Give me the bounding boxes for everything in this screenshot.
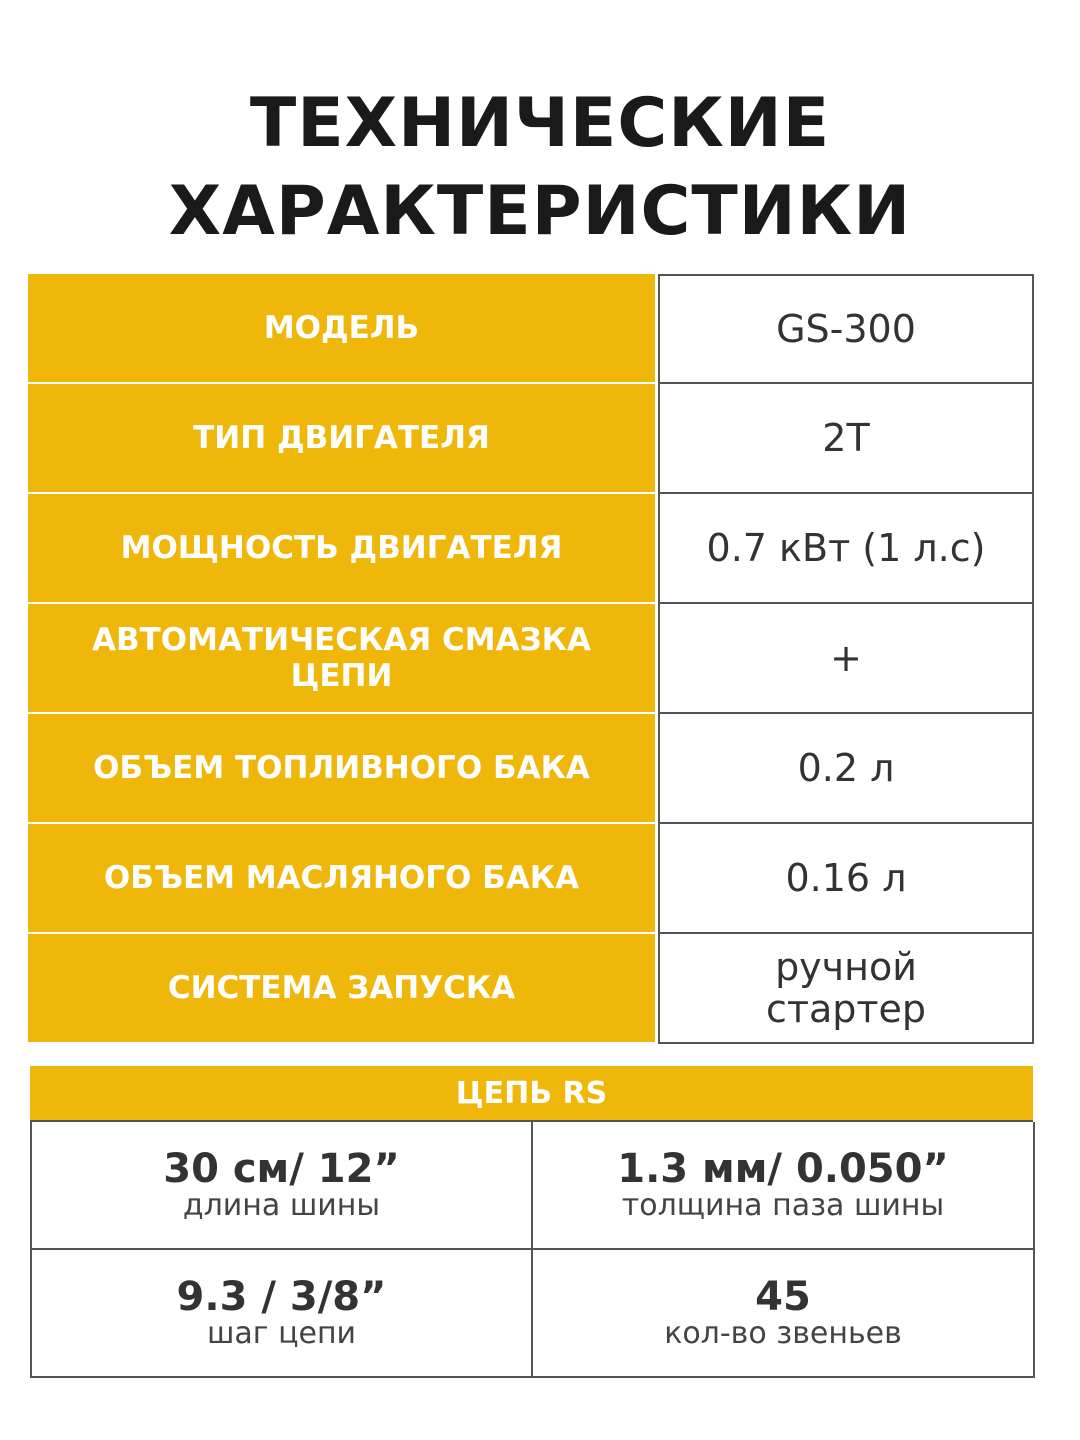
chain-cell-groove-thickness <box>533 1122 1035 1250</box>
spec-value: ручной стартер <box>658 934 1034 1044</box>
chain-cell-link-count <box>533 1250 1035 1378</box>
spec-label: ОБЪЕМ МАСЛЯНОГО БАКА <box>28 824 655 934</box>
spec-label: МОЩНОСТЬ ДВИГАТЕЛЯ <box>28 494 655 604</box>
spec-label: ТИП ДВИГАТЕЛЯ <box>28 384 655 494</box>
chain-value: 45 <box>755 1274 811 1320</box>
page-title-line-2: ХАРАКТЕРИСТИКИ <box>168 172 912 251</box>
spec-value: 0.16 л <box>658 824 1034 934</box>
chain-label: толщина паза шины <box>621 1188 945 1223</box>
chain-value: 30 см/ 12” <box>163 1146 400 1192</box>
spec-value: 2Т <box>658 384 1034 494</box>
spec-row-fuel-tank <box>28 714 1034 824</box>
spec-row-engine-type <box>28 384 1034 494</box>
specs-table <box>28 274 1034 1044</box>
spec-row-auto-lubrication <box>28 604 1034 714</box>
spec-row-oil-tank <box>28 824 1034 934</box>
chain-value: 9.3 / 3/8” <box>176 1274 387 1320</box>
spec-label: СИСТЕМА ЗАПУСКА <box>28 934 655 1044</box>
page-title-line-1: ТЕХНИЧЕСКИЕ <box>249 84 831 163</box>
spec-value: 0.2 л <box>658 714 1034 824</box>
chain-grid <box>30 1120 1033 1378</box>
chain-cell-bar-length <box>32 1122 533 1250</box>
chain-label: длина шины <box>182 1188 381 1223</box>
chain-value: 1.3 мм/ 0.050” <box>617 1146 949 1192</box>
spec-value: + <box>658 604 1034 714</box>
spec-row-engine-power <box>28 494 1034 604</box>
spec-label: АВТОМАТИЧЕСКАЯ СМАЗКА ЦЕПИ <box>28 604 655 714</box>
page-title <box>0 80 1080 256</box>
spec-value: GS-300 <box>658 274 1034 384</box>
chain-cell-chain-pitch <box>32 1250 533 1378</box>
spec-row-start-system <box>28 934 1034 1044</box>
chain-label: шаг цепи <box>206 1316 357 1351</box>
spec-label: ОБЪЕМ ТОПЛИВНОГО БАКА <box>28 714 655 824</box>
chain-label: кол-во звеньев <box>664 1316 902 1351</box>
spec-label: МОДЕЛЬ <box>28 274 655 384</box>
chain-header: ЦЕПЬ RS <box>30 1066 1033 1120</box>
chain-table <box>30 1066 1033 1378</box>
spec-value: 0.7 кВт (1 л.с) <box>658 494 1034 604</box>
spec-row-model <box>28 274 1034 384</box>
